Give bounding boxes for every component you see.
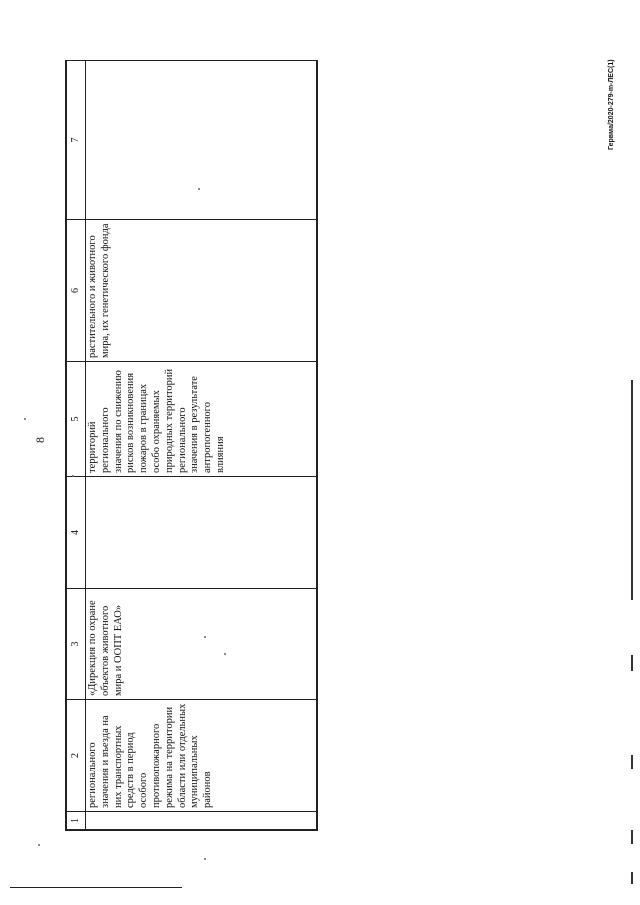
scan-speck [204,636,206,638]
cell-col7 [86,61,317,220]
cell-col1-text [86,812,88,829]
cell-col3 [86,589,317,700]
scan-speck [72,475,74,477]
column-header-7: 7 [67,61,86,220]
footer-rule [10,887,182,888]
cell-col6 [86,220,317,362]
cell-col6-text: растительного и животного мира, их генетического фонда [87,223,111,358]
cell-col7-text [86,61,88,219]
column-header-5: 5 [67,362,86,477]
scan-speck [24,418,26,420]
scan-speck [204,858,206,860]
document-code: Гервма/2020-279-m-ЛЕС(1) [608,59,615,150]
table-row [86,61,317,830]
scan-edge-mark [631,830,633,844]
rotated-table-content [66,61,317,830]
column-header-4: 4 [67,477,86,589]
scan-edge-mark [631,872,633,884]
cell-col5-text: территорий регионального значения по снижению рисков возникновения пожаров в границах особо охраняемых природных территорий регионального значения в результате антропогенного влияния [87,368,226,473]
scan-speck [198,188,200,190]
column-header-6: 6 [67,220,86,362]
scan-speck [38,844,40,846]
scan-edge-mark [631,655,633,671]
cell-col4-text [86,477,88,588]
cell-col5 [86,362,317,477]
cell-col3-text: «Дирекция по охране объектов животного мира и ООПТ ЕАО» [87,600,124,696]
cell-col4 [86,477,317,589]
scan-edge-mark [631,755,633,769]
column-header-2: 2 [67,700,86,812]
table-header-row [67,61,86,830]
page-number: 8 [33,437,47,443]
scan-edge-mark [631,380,633,600]
rotated-table-frame [65,60,318,831]
document-table [66,60,317,830]
scan-speck [224,653,226,655]
column-header-1: 1 [67,812,86,830]
cell-col1 [86,812,317,830]
cell-col2 [86,700,317,812]
column-header-3: 3 [67,589,86,700]
cell-col2-text: регионального значения и въезда на них транспортных средств в период особого противопожарного режима на территории области или отдельных муниципальных районов [87,703,214,808]
